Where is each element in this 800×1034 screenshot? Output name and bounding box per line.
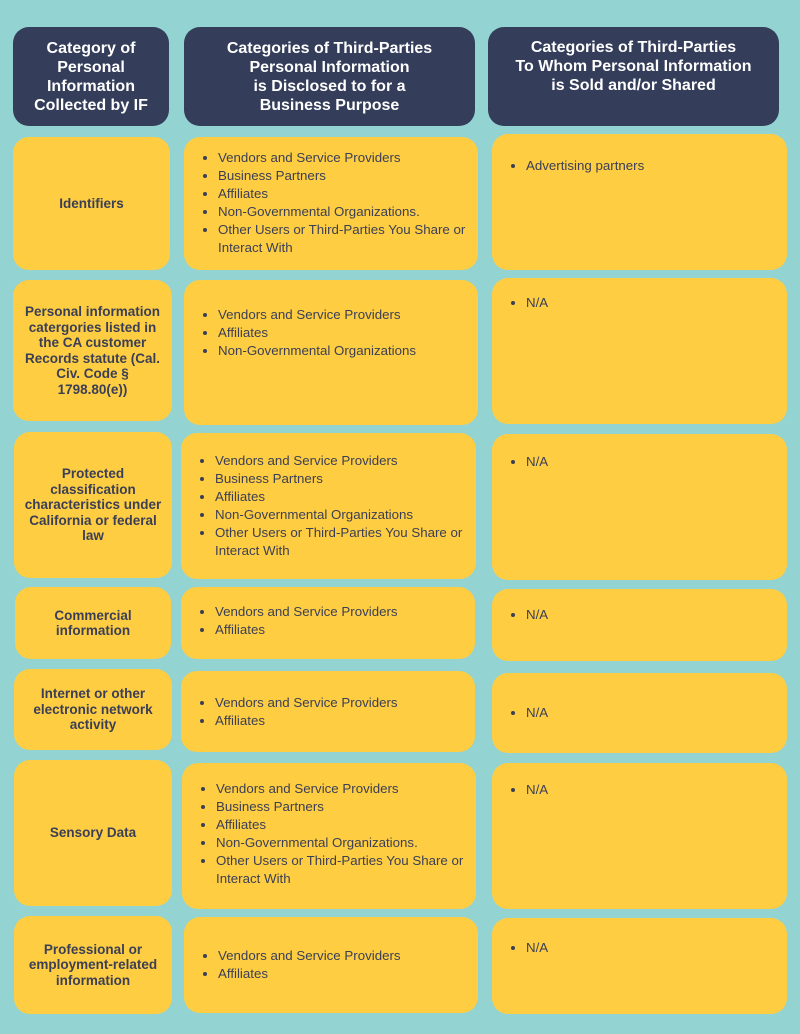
list-item: • Vendors and Service Providers [218,306,470,324]
header-category-collected: Category of Personal Information Collected by IF [13,27,169,126]
sold-list [492,157,787,175]
category-label: Personal information catergories listed in the CA customer Records statute (Cal. Civ. Code § 1798.80(e)) [24,304,161,397]
list-item: • Affiliates [215,621,467,639]
list-item: • Affiliates [215,712,398,730]
sold-cell [492,918,787,1014]
category-cell [14,760,172,906]
sold-cell [492,434,787,580]
list-item: • Affiliates [218,324,470,342]
sold-cell [492,134,787,270]
list-item: • Other Users or Third-Parties You Share or Interact With [216,852,468,888]
list-item: • Non-Governmental Organizations [215,506,468,524]
category-label: Protected classification characteristics under California or federal law [24,466,162,544]
list-item: • N/A [526,704,548,722]
list-item: • Other Users or Third-Parties You Share or Interact With [215,524,468,560]
category-label: Commercial information [54,607,132,638]
list-item: • Business Partners [216,798,468,816]
list-item: • N/A [526,294,779,312]
category-cell [14,669,172,750]
list-item: • Vendors and Service Providers [216,780,468,798]
disclosed-list [184,947,409,983]
sold-list [492,294,787,312]
disclosed-cell [181,433,476,579]
sold-cell [492,589,787,661]
disclosed-list [184,149,478,257]
list-item: • Vendors and Service Providers [218,149,470,167]
header-disclosed-business-purpose: Categories of Third-Parties Personal Information is Disclosed to for a Business Purpose [184,27,475,126]
sold-cell [492,278,787,424]
disclosed-cell [181,587,475,659]
disclosed-list [181,603,475,639]
category-label: Professional or employment-related information [28,941,158,988]
disclosed-list [181,452,476,560]
list-item: • N/A [526,453,779,471]
disclosed-cell [181,671,475,752]
list-item: • Affiliates [215,488,468,506]
disclosed-list [182,780,476,888]
list-item: • Vendors and Service Providers [215,452,468,470]
list-item: • Affiliates [218,185,470,203]
disclosed-cell [182,763,476,909]
sold-list [492,939,787,957]
list-item: • Affiliates [218,965,401,983]
category-cell [14,432,172,578]
category-cell [14,916,172,1014]
list-item: • N/A [526,939,779,957]
disclosed-cell [184,137,478,270]
disclosed-cell [184,917,478,1013]
category-label: Internet or other electronic network activity [33,686,153,733]
category-label: Identifiers [59,195,124,211]
list-item: • Other Users or Third-Parties You Share or Interact With [218,221,470,257]
category-cell [13,137,170,270]
list-item: • Non-Governmental Organizations. [216,834,468,852]
list-item: • Vendors and Service Providers [218,947,401,965]
list-item: • Affiliates [216,816,468,834]
sold-list [492,704,556,722]
list-item: • Non-Governmental Organizations. [218,203,470,221]
disclosed-cell [184,280,478,425]
sold-list [492,606,787,624]
sold-list [492,453,787,471]
list-item: • N/A [526,606,779,624]
list-item: • Business Partners [215,470,468,488]
disclosed-list [181,694,406,730]
category-cell [13,280,172,421]
sold-cell [492,763,787,909]
category-label: Sensory Data [49,825,137,841]
list-item: • Business Partners [218,167,470,185]
category-cell [15,587,171,659]
list-item: • Vendors and Service Providers [215,603,467,621]
header-sold-or-shared: Categories of Third-Parties To Whom Personal Information is Sold and/or Shared [488,27,779,126]
sold-list [492,781,787,799]
list-item: • N/A [526,781,779,799]
disclosed-list [184,306,478,360]
sold-cell [492,673,787,753]
list-item: • Non-Governmental Organizations [218,342,470,360]
list-item: • Vendors and Service Providers [215,694,398,712]
list-item: • Advertising partners [526,157,779,175]
